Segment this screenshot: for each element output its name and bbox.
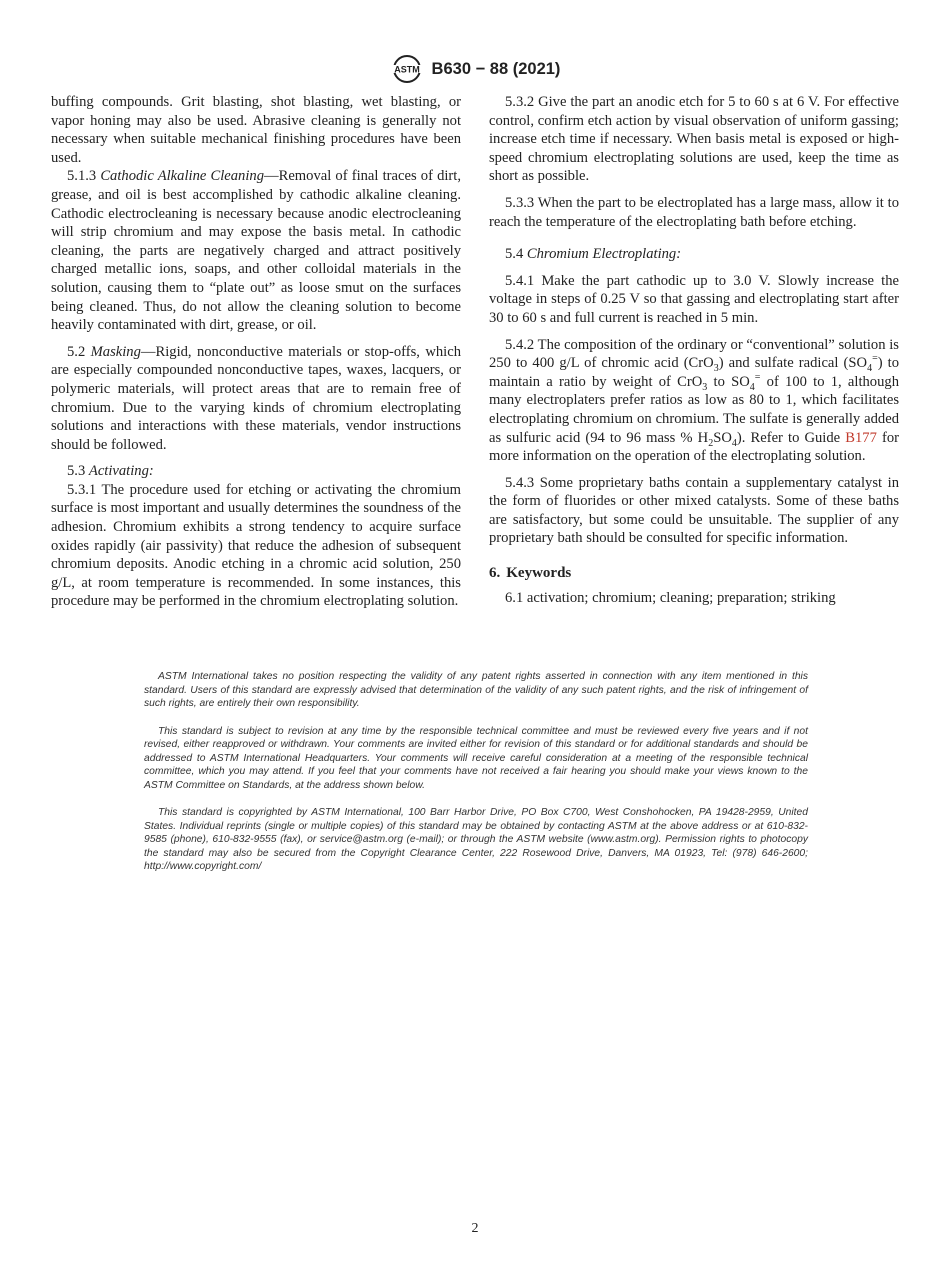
section-title: Chromium Electroplating:: [526, 246, 682, 263]
document-designation: B630 − 88 (2021): [431, 59, 561, 78]
paragraph-5-4: [489, 245, 899, 264]
svg-text:ASTM: ASTM: [393, 64, 420, 75]
patent-notice: ASTM International takes no position respecting the validity of any patent rights asserted in connection with any item mentioned in this standard. Users of this standard are expressly advised that determination of the validity of any such patent rights, and the risk of infringement of such rights, are entirely their own responsibility.: [144, 671, 808, 709]
paragraph-6-1: 6.1 activation; chromium; cleaning; preparation; striking: [505, 589, 836, 606]
paragraph-5-3-1: 5.3.1 The procedure used for etching or activating the chromium surface is most important and usually determines the soundness of the adhesion. Chromium exhibits a strong tendency to acquire surface oxides rapidly (air passivity) that reduce the adhesion of subsequent chromium deposits. Anodic etching in a chromic acid solution, 250 g/L, at room temperature is recommended. In some instances, this procedure may be performed in the chromium electroplating solution.: [51, 481, 461, 610]
paragraph-5-4-3: 5.4.3 Some proprietary baths contain a supplementary catalyst in the form of fluorides or other mixed catalysts. Some of these baths are satisfactory, but some could be unsuitable. The supplier of any proprietary bath should be consulted for specific information.: [489, 474, 899, 547]
guide-b177-link[interactable]: B177: [845, 429, 877, 446]
astm-logo-icon: [390, 54, 424, 84]
section-title: Masking: [90, 343, 141, 360]
paragraph-5-2: [51, 343, 461, 455]
paragraph-5-3-2: 5.3.2 Give the part an anodic etch for 5 to 60 s at 6 V. For effective control, confirm etch action by visual observation of uniform gassing; increase etch time if necessary. When basis metal is exposed or high-speed chromium electroplating solutions are used, keep the time as short as possible.: [489, 94, 899, 185]
left-column: [51, 93, 461, 611]
section-number: 5.4: [505, 246, 524, 263]
paragraph-5-3-3: 5.3.3 When the part to be electroplated has a large mass, allow it to reach the temperature of the electroplating bath before etching.: [489, 194, 899, 230]
section-number: 5.3: [67, 463, 86, 480]
paragraph-continued: buffing compounds. Grit blasting, shot blasting, wet blasting, or vapor honing may also be used. Abrasive cleaning is generally not necessary when suitable mechanical finishing procedures have been used.: [51, 94, 461, 166]
section-number: 5.1.3: [67, 168, 97, 185]
page-number: 2: [471, 1221, 479, 1236]
paragraph-5-1-3: [51, 167, 461, 334]
section-number: 5.2: [67, 343, 86, 360]
paragraph-body: —Removal of final traces of dirt, grease, and oil is best accomplished by cathodic alkaline cleaning. Cathodic electrocleaning is necessary because anodic electrocleaning will strip chromium and may expose the basis metal. In cathodic cleaning, the parts are negatively charged and attract positively charged metallic ions, soaps, and other colloidal materials in the solution, causing them to “plate out” as loose smut on the surfaces being cleaned. Thus, do not allow the cleaning solution to become heavily contaminated with dirt, grease, or oil.: [51, 168, 461, 334]
right-column: [489, 93, 899, 607]
paragraph-body: —Rigid, nonconductive materials or stop-offs, which are especially compounded nonconductive tapes, waxes, lacquers, or polymeric materials, will protect areas that are to remain free of chromium. Due to the varying kinds of chromium electroplating solutions and interactions with these materials, vendor instructions should be followed.: [51, 343, 461, 453]
page-header: [0, 52, 950, 86]
paragraph-5-4-1: 5.4.1 Make the part cathodic up to 3.0 V. Slowly increase the voltage in steps of 0.25 V so that gassing and electroplating start after 30 to 60 s and full current is reached in 5 min.: [489, 272, 899, 326]
copyright-notice: This standard is copyrighted by ASTM International, 100 Barr Harbor Drive, PO Box C700, West Conshohocken, PA 19428-2959, United States. Individual reprints (single or multiple copies) of this standard may be obtained by contacting ASTM at the above address or at 610-832-9585 (phone), 610-832-9555 (fax), or service@astm.org (e-mail); or through the ASTM website (www.astm.org). Permission rights to photocopy the standard may also be secured from the Copyright Clearance Center, 222 Rosewood Drive, Danvers, MA 01923, Tel: (978) 646-2600; http://www.copyright.com/: [144, 807, 808, 872]
section-title: Cathodic Alkaline Cleaning: [100, 168, 264, 185]
section-title: Activating:: [88, 463, 154, 480]
revision-notice: This standard is subject to revision at any time by the responsible technical committee and must be reviewed every five years and if not revised, either reapproved or withdrawn. Your comments are invited either for revision of this standard or for additional standards and should be addressed to ASTM International Headquarters. Your comments will receive careful consideration at a meeting of the responsible technical committee, which you may attend. If you feel that your comments have not received a fair hearing you should make your views known to the ASTM Committee on Standards, at the address shown below.: [144, 725, 808, 791]
paragraph-5-4-2: 5.4.2 The composition of the ordinary or “conventional” solution is 250 to 400 g/L of chromic acid (CrO$_3$) and sulfate radical $(SO_4^=)$ to maintain a ratio by weight of CrO$_3$ to $SO_4^=$ of 100 to 1, although many electroplaters prefer ratios as low as 80 to 1, which facilitates electroplating chromium on chromium. The sulfate is generally added as sulfuric acid (94 to 96 mass % $H_2SO_4$). Refer to Guide B177 for more information on the operation of the electroplating solution.: [489, 336, 900, 465]
paragraph-5-3: [51, 462, 461, 481]
section-heading-keywords: 6. Keywords: [489, 565, 572, 582]
legal-footer: [144, 670, 808, 888]
